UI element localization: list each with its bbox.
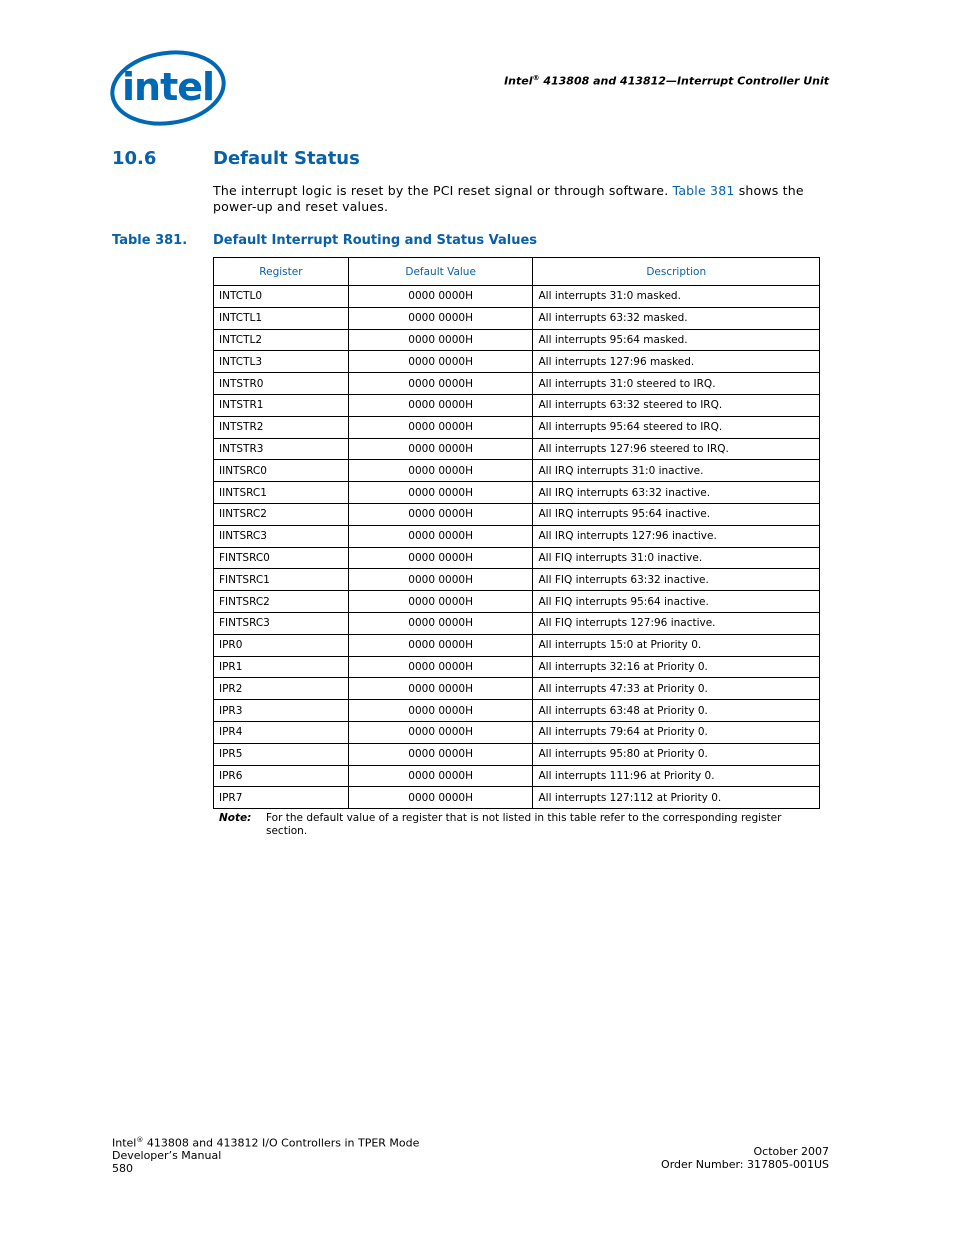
cell-description: All interrupts 15:0 at Priority 0. [533, 634, 820, 656]
cell-description: All interrupts 31:0 masked. [533, 286, 820, 308]
cell-description: All FIQ interrupts 95:64 inactive. [533, 591, 820, 613]
column-header-default-value: Default Value [348, 258, 533, 286]
cell-description: All IRQ interrupts 31:0 inactive. [533, 460, 820, 482]
cell-description: All interrupts 95:80 at Priority 0. [533, 743, 820, 765]
intro-paragraph [213, 183, 833, 215]
table-row [214, 373, 820, 395]
cell-default-value: 0000 0000H [348, 373, 533, 395]
cell-description: All interrupts 127:96 masked. [533, 351, 820, 373]
cell-register: INTCTL2 [214, 329, 349, 351]
cell-register: IINTSRC1 [214, 482, 349, 504]
table-row [214, 765, 820, 787]
section-number: 10.6 [112, 148, 157, 169]
cell-default-value: 0000 0000H [348, 656, 533, 678]
footer-order-number: Order Number: 317805-001US [661, 1157, 829, 1171]
cell-register: FINTSRC2 [214, 591, 349, 613]
header-brand: Intel [504, 74, 533, 88]
intro-text-after: shows the power-up and reset values. [213, 183, 804, 214]
table-row [214, 591, 820, 613]
cell-description: All interrupts 63:48 at Priority 0. [533, 700, 820, 722]
cell-default-value: 0000 0000H [348, 787, 533, 809]
cell-description: All interrupts 47:33 at Priority 0. [533, 678, 820, 700]
intel-logo [108, 48, 228, 128]
cell-default-value: 0000 0000H [348, 700, 533, 722]
table-row [214, 438, 820, 460]
cell-default-value: 0000 0000H [348, 351, 533, 373]
table-row [214, 700, 820, 722]
cell-default-value: 0000 0000H [348, 438, 533, 460]
cell-default-value: 0000 0000H [348, 765, 533, 787]
cell-register: INTSTR1 [214, 394, 349, 416]
cell-default-value: 0000 0000H [348, 482, 533, 504]
cell-description: All interrupts 32:16 at Priority 0. [533, 656, 820, 678]
cell-default-value: 0000 0000H [348, 460, 533, 482]
column-header-register: Register [214, 258, 349, 286]
cell-default-value: 0000 0000H [348, 329, 533, 351]
header-title: 413808 and 413812—Interrupt Controller Unit [543, 74, 829, 88]
cell-register: FINTSRC0 [214, 547, 349, 569]
cell-register: FINTSRC3 [214, 612, 349, 634]
page-number: 580 [112, 1161, 133, 1175]
column-header-description: Description [533, 258, 820, 286]
table-row [214, 307, 820, 329]
cell-register: IPR3 [214, 700, 349, 722]
table-row [214, 503, 820, 525]
cell-register: IPR7 [214, 787, 349, 809]
cell-description: All interrupts 63:32 masked. [533, 307, 820, 329]
section-title: Default Status [213, 148, 360, 169]
table-row [214, 525, 820, 547]
cell-description: All IRQ interrupts 63:32 inactive. [533, 482, 820, 504]
cell-register: IINTSRC3 [214, 525, 349, 547]
cell-description: All FIQ interrupts 127:96 inactive. [533, 612, 820, 634]
cell-register: INTCTL3 [214, 351, 349, 373]
logo-wordmark: intel [122, 65, 215, 109]
cell-description: All FIQ interrupts 31:0 inactive. [533, 547, 820, 569]
cell-description: All interrupts 63:32 steered to IRQ. [533, 394, 820, 416]
cell-register: FINTSRC1 [214, 569, 349, 591]
table-row [214, 547, 820, 569]
cell-description: All interrupts 95:64 steered to IRQ. [533, 416, 820, 438]
cell-description: All interrupts 95:64 masked. [533, 329, 820, 351]
cell-register: IPR6 [214, 765, 349, 787]
cell-default-value: 0000 0000H [348, 525, 533, 547]
cell-default-value: 0000 0000H [348, 307, 533, 329]
cell-description: All interrupts 127:96 steered to IRQ. [533, 438, 820, 460]
cell-register: IPR0 [214, 634, 349, 656]
cell-default-value: 0000 0000H [348, 394, 533, 416]
header-brand-mark: ® [532, 74, 540, 82]
cell-default-value: 0000 0000H [348, 721, 533, 743]
table-row [214, 743, 820, 765]
footer-doc-title [112, 1134, 419, 1150]
footer-brand-mark: ® [136, 1136, 144, 1144]
footer-doc-type: Developer’s Manual [112, 1149, 222, 1163]
intro-text-before: The interrupt logic is reset by the PCI reset signal or through software. [213, 183, 673, 198]
table-row [214, 787, 820, 809]
cell-register: IPR4 [214, 721, 349, 743]
cell-description: All interrupts 127:112 at Priority 0. [533, 787, 820, 809]
table-header-row [214, 258, 820, 286]
cell-register: IPR1 [214, 656, 349, 678]
running-header [504, 74, 829, 88]
cell-default-value: 0000 0000H [348, 569, 533, 591]
table-row [214, 721, 820, 743]
cell-description: All IRQ interrupts 95:64 inactive. [533, 503, 820, 525]
cell-register: INTSTR2 [214, 416, 349, 438]
cell-default-value: 0000 0000H [348, 286, 533, 308]
cell-register: IINTSRC2 [214, 503, 349, 525]
table-caption-number: Table 381. [112, 233, 188, 248]
cell-default-value: 0000 0000H [348, 612, 533, 634]
cell-default-value: 0000 0000H [348, 416, 533, 438]
table-row [214, 482, 820, 504]
cell-description: All interrupts 79:64 at Priority 0. [533, 721, 820, 743]
register-table [213, 257, 820, 809]
table-row [214, 394, 820, 416]
table-row [214, 329, 820, 351]
table-row [214, 416, 820, 438]
table-row [214, 634, 820, 656]
cell-description: All interrupts 31:0 steered to IRQ. [533, 373, 820, 395]
table-row [214, 460, 820, 482]
table-row [214, 286, 820, 308]
cell-default-value: 0000 0000H [348, 591, 533, 613]
footer-left [112, 1134, 419, 1175]
cell-description: All FIQ interrupts 63:32 inactive. [533, 569, 820, 591]
cell-register: IPR5 [214, 743, 349, 765]
table-row [214, 569, 820, 591]
footer-date: October 2007 [753, 1145, 829, 1158]
note-label: Note: [219, 812, 252, 824]
footer-brand: Intel [112, 1136, 137, 1150]
table-caption: Default Interrupt Routing and Status Values [213, 233, 538, 248]
table-row [214, 656, 820, 678]
cell-default-value: 0000 0000H [348, 743, 533, 765]
cell-default-value: 0000 0000H [348, 503, 533, 525]
table-reference-link[interactable]: Table 381 [672, 183, 735, 198]
cell-register: INTCTL0 [214, 286, 349, 308]
note-text: For the default value of a register that is not listed in this table refer to the corresponding register section. [266, 812, 782, 837]
cell-description: All IRQ interrupts 127:96 inactive. [533, 525, 820, 547]
cell-default-value: 0000 0000H [348, 678, 533, 700]
cell-default-value: 0000 0000H [348, 634, 533, 656]
footer-doc-title-rest: 413808 and 413812 I/O Controllers in TPER Mode [143, 1136, 420, 1150]
table-row [214, 351, 820, 373]
cell-register: IINTSRC0 [214, 460, 349, 482]
footer-right [661, 1146, 829, 1171]
cell-description: All interrupts 111:96 at Priority 0. [533, 765, 820, 787]
cell-register: INTSTR3 [214, 438, 349, 460]
cell-register: INTCTL1 [214, 307, 349, 329]
cell-register: INTSTR0 [214, 373, 349, 395]
table-row [214, 678, 820, 700]
cell-register: IPR2 [214, 678, 349, 700]
cell-default-value: 0000 0000H [348, 547, 533, 569]
table-body [214, 286, 820, 809]
table-row [214, 612, 820, 634]
